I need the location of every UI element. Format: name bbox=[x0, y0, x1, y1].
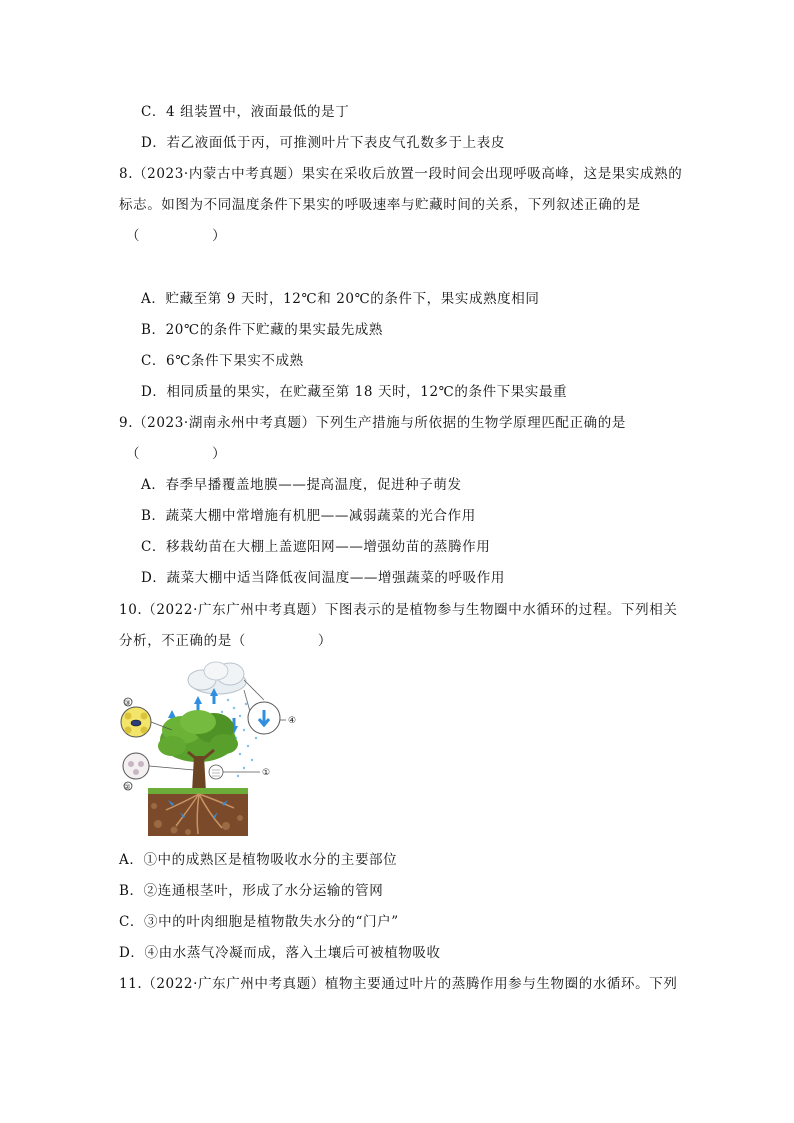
q7-option-d: D．若乙液面低于丙，可推测叶片下表皮气孔数多于上表皮 bbox=[141, 135, 505, 151]
q9-option-c: C．移栽幼苗在大棚上盖遮阳网——增强幼苗的蒸腾作用 bbox=[141, 539, 491, 555]
q8-stem-line2: 标志。如图为不同温度条件下果实的呼吸速率与贮藏时间的关系，下列叙述正确的是 bbox=[119, 197, 641, 213]
q10-option-d: D．④由水蒸气冷凝而成，落入土壤后可被植物吸收 bbox=[119, 945, 441, 961]
q10-paren-close: ） bbox=[317, 633, 333, 649]
magnified-stem-section bbox=[123, 753, 149, 779]
magnified-raindrop bbox=[248, 702, 280, 734]
water-cycle-figure bbox=[118, 660, 298, 836]
q8-option-a: A．贮藏至第 9 天时，12℃和 20℃的条件下，果实成熟度相同 bbox=[141, 291, 540, 307]
q9-option-a: A．春季早播覆盖地膜——提高温度，促进种子萌发 bbox=[141, 477, 462, 493]
q7-option-c: C．4 组装置中，液面最低的是丁 bbox=[141, 104, 350, 120]
cloud-icon bbox=[188, 662, 246, 694]
q8-option-b: B．20℃的条件下贮藏的果实最先成熟 bbox=[141, 322, 384, 338]
q10-option-a: A．①中的成熟区是植物吸收水分的主要部位 bbox=[119, 852, 398, 868]
q9-option-d: D．蔬菜大棚中适当降低夜间温度——增强蔬菜的呼吸作用 bbox=[141, 570, 505, 586]
magnified-leaf-cells bbox=[121, 707, 151, 737]
figure-label-1: ① bbox=[262, 768, 271, 778]
q9-stem-line1: 9.（2023·湖南永州中考真题）下列生产措施与所依据的生物学原理匹配正确的是 bbox=[119, 415, 626, 431]
figure-label-4: ④ bbox=[288, 716, 297, 726]
q11-stem-line1: 11.（2022·广东广州中考真题）植物主要通过叶片的蒸腾作用参与生物圈的水循环。下列 bbox=[119, 976, 678, 992]
q9-answer-blank bbox=[126, 444, 226, 464]
tree-trunk bbox=[192, 756, 206, 792]
q9-paren-close: ） bbox=[212, 446, 227, 462]
q10-option-c: C．③中的叶肉细胞是植物散失水分的“门户” bbox=[119, 914, 399, 930]
q8-option-c: C．6℃条件下果实不成熟 bbox=[141, 353, 304, 369]
q10-option-b: B．②连通根茎叶，形成了水分运输的管网 bbox=[119, 883, 384, 899]
q9-option-b: B．蔬菜大棚中常增施有机肥——减弱蔬菜的光合作用 bbox=[141, 508, 476, 524]
figure-label-3: ③ bbox=[124, 699, 131, 707]
q8-paren-close: ） bbox=[212, 228, 227, 244]
q9-paren-open: （ bbox=[126, 446, 141, 462]
q10-stem-line2 bbox=[119, 631, 332, 651]
q10-stem-line1: 10.（2022·广东广州中考真题）下图表示的是植物参与生物圈中水循环的过程。下列相关 bbox=[119, 602, 678, 618]
callout-line-4a bbox=[244, 680, 264, 700]
figure-label-2: ② bbox=[124, 783, 131, 791]
q8-option-d: D．相同质量的果实，在贮藏至第 18 天时，12℃的条件下果实最重 bbox=[141, 384, 568, 400]
q10-stem-text: 分析，不正确的是（ bbox=[119, 633, 246, 649]
callout-line-2 bbox=[149, 766, 194, 770]
q8-stem-line1: 8.（2023·内蒙古中考真题）果实在采收后放置一段时间会出现呼吸高峰，这是果实成熟的 bbox=[119, 166, 683, 182]
magnified-root-hair bbox=[209, 765, 223, 779]
q8-paren-open: （ bbox=[126, 228, 141, 244]
q8-answer-blank bbox=[126, 226, 226, 246]
grass-strip bbox=[148, 788, 248, 794]
